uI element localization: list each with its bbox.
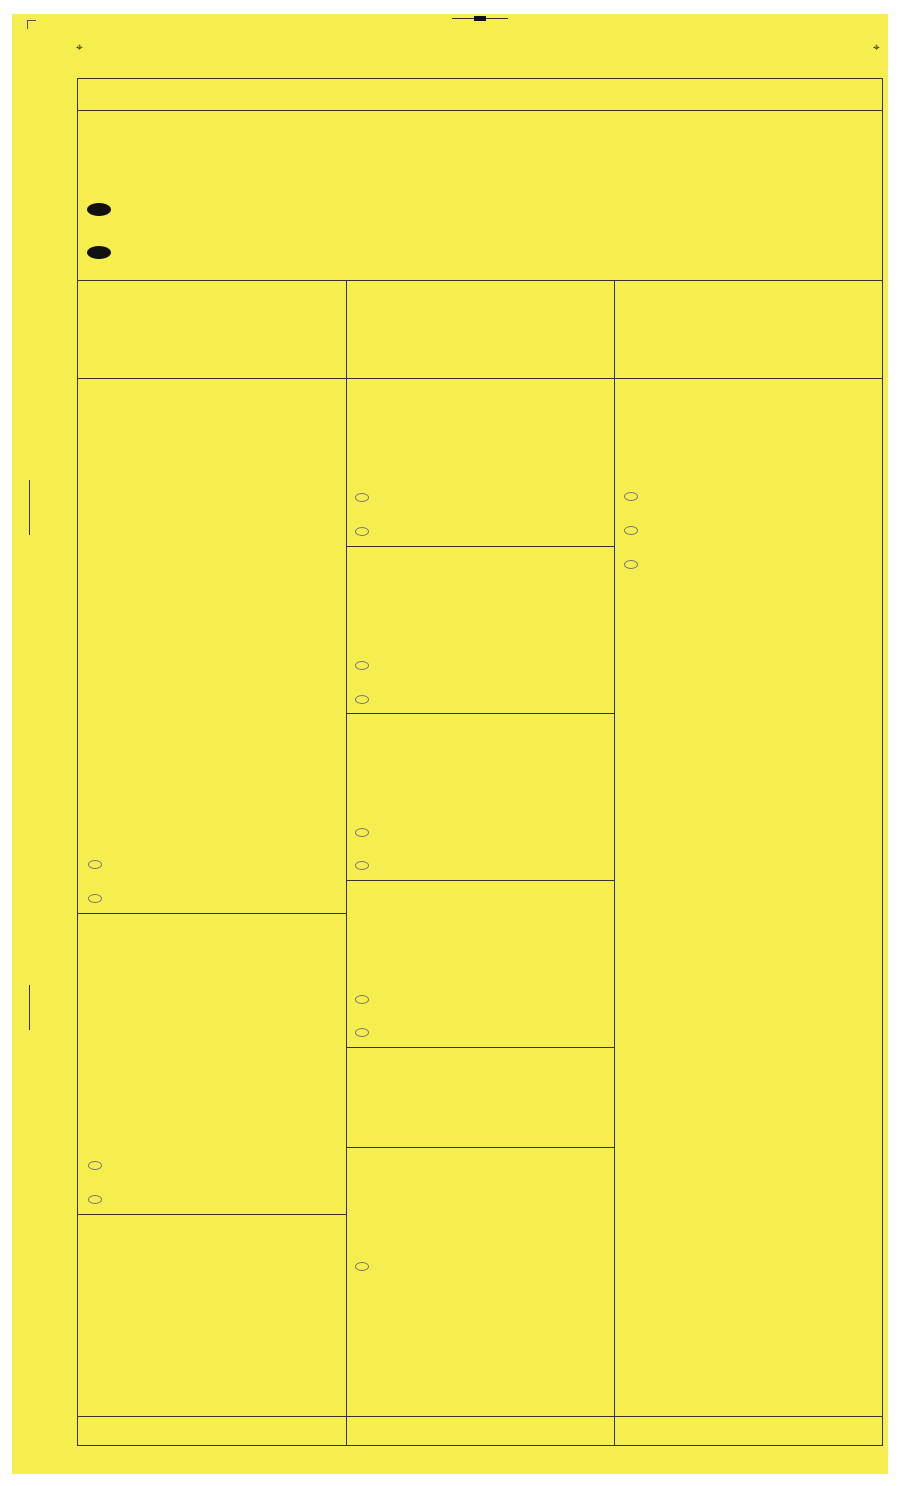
vote-oval[interactable] — [355, 1028, 369, 1037]
section-rule — [346, 880, 614, 881]
candidate-option[interactable] — [624, 523, 650, 537]
column-divider — [614, 280, 615, 1446]
candidate-option[interactable] — [355, 524, 381, 538]
frame-rule — [77, 1416, 883, 1417]
filled-oval-icon — [87, 203, 111, 216]
candidate-option[interactable] — [355, 1025, 381, 1039]
ballot-frame — [77, 78, 883, 1446]
candidate-option[interactable] — [624, 489, 650, 503]
vote-oval[interactable] — [88, 860, 102, 869]
vote-oval[interactable] — [88, 1161, 102, 1170]
vote-oval[interactable] — [355, 828, 369, 837]
vote-oval[interactable] — [355, 1262, 369, 1271]
prop2-against-option[interactable] — [88, 1192, 110, 1206]
section-rule — [346, 1147, 614, 1148]
vote-oval[interactable] — [355, 661, 369, 670]
side-mark — [29, 985, 30, 1030]
prop1-for-option[interactable] — [88, 857, 110, 871]
vote-oval[interactable] — [624, 526, 638, 535]
prop1-against-option[interactable] — [88, 891, 110, 905]
vote-oval[interactable] — [355, 493, 369, 502]
frame-rule — [77, 378, 883, 379]
top-center-mark-block — [474, 16, 486, 21]
candidate-option[interactable] — [355, 658, 381, 672]
instruction-note-es — [87, 246, 877, 260]
candidate-option[interactable] — [355, 992, 381, 1006]
section-rule — [77, 913, 346, 914]
section-rule — [77, 1214, 346, 1215]
registration-cross-right: ⌖ — [873, 40, 880, 54]
instruction-note — [87, 203, 877, 217]
vote-oval[interactable] — [88, 1195, 102, 1204]
section-rule — [346, 713, 614, 714]
section-rule — [346, 546, 614, 547]
prop2-for-option[interactable] — [88, 1158, 110, 1172]
candidate-option[interactable] — [355, 858, 381, 872]
frame-rule — [77, 280, 883, 281]
filled-oval-icon — [87, 246, 111, 259]
frame-rule — [77, 110, 883, 111]
corner-mark — [27, 20, 36, 29]
vote-oval[interactable] — [355, 995, 369, 1004]
vote-oval[interactable] — [355, 695, 369, 704]
side-mark — [29, 480, 30, 535]
section-rule — [346, 1047, 614, 1048]
vote-oval[interactable] — [355, 861, 369, 870]
candidate-option[interactable] — [355, 1259, 381, 1273]
candidate-option[interactable] — [355, 490, 381, 504]
candidate-option[interactable] — [624, 557, 650, 571]
column-divider — [346, 280, 347, 1446]
vote-oval[interactable] — [624, 560, 638, 569]
vote-oval[interactable] — [88, 894, 102, 903]
vote-oval[interactable] — [355, 527, 369, 536]
candidate-option[interactable] — [355, 825, 381, 839]
candidate-option[interactable] — [355, 692, 381, 706]
vote-oval[interactable] — [624, 492, 638, 501]
registration-cross-left: ⌖ — [76, 40, 83, 54]
